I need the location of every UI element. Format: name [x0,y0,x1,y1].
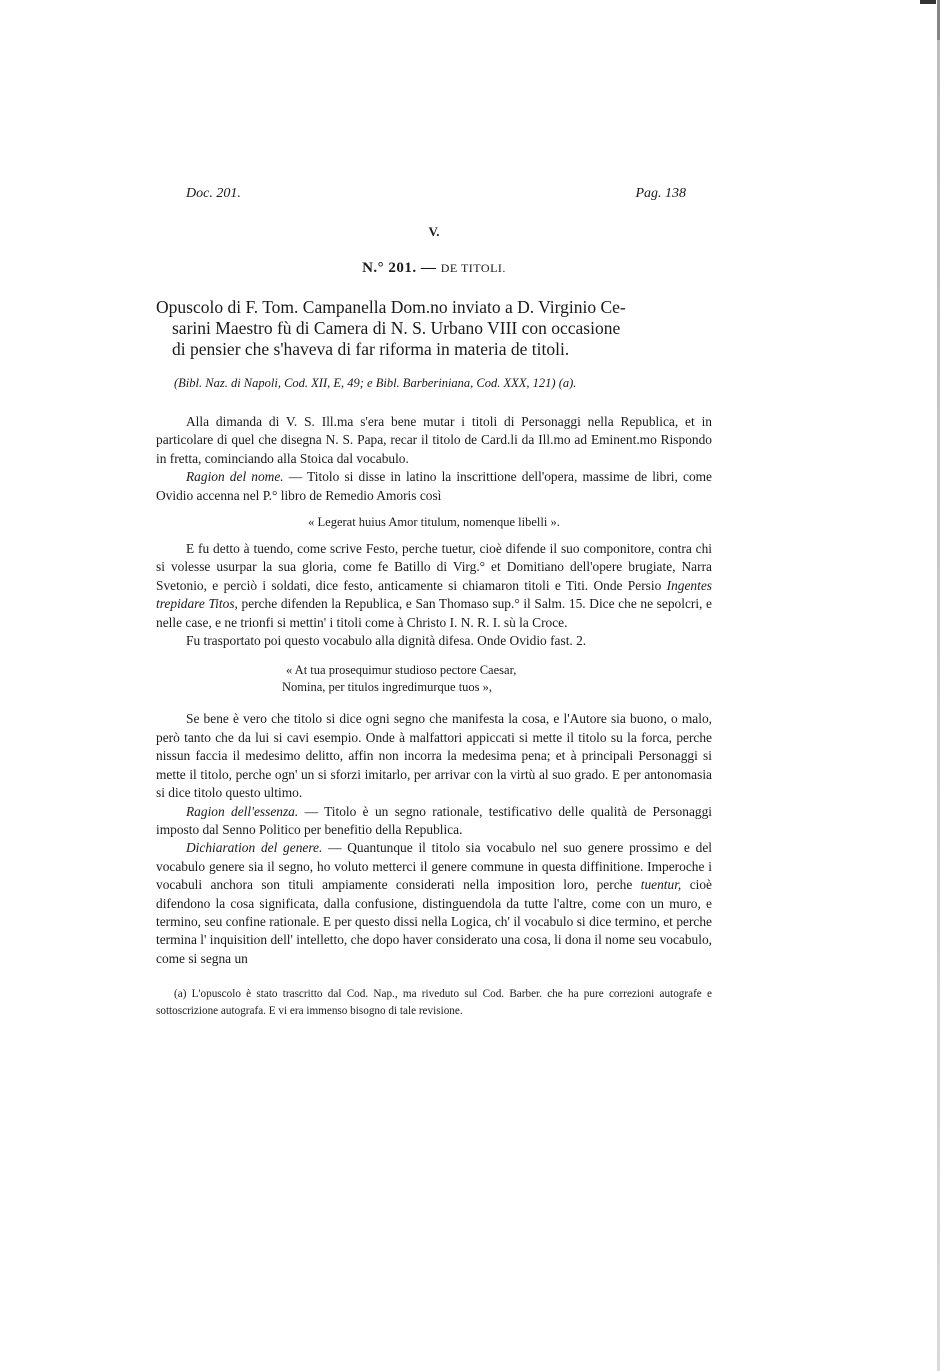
paragraph-3 [156,540,712,632]
quote-ovid-fasti [282,662,712,696]
paragraph-6-heading: Ragion dell'essenza. [186,803,299,819]
paragraph-2-heading: Ragion del nome. [186,469,284,485]
document-number [156,260,712,277]
document-subject: DE TITOLI. [440,261,506,275]
paragraph-6 [156,803,712,840]
paragraph-7-text-b: cioè difendono la cosa significata, dalla confusione, distinguendola da tutte l'altre, come con un muro, e termino, seu confine rationale. E per questo dissi nella Logica, ch' il vocabulo si dice termino, et perche termina l' inquisition dell' intelletto, che dopo haver considerato una cosa, li dona il nome seu vocabulo, come si segna un [156,877,712,966]
paragraph-2-text: — Titolo si disse in latino la inscrittione dell'opera, massime de libri, come Ovidio accenna nel P.° libro de Remedio Amoris così [156,469,712,503]
document-title [156,297,712,360]
paragraph-3-text-b: , perche difenden la Republica, e San Thomaso sup.° il Salm. 15. Dice che ne sepolcri, e nelle case, e ne trionfi si mettin' i titoli come à Christo I. N. R. I. sù la Croce. [156,596,712,630]
title-line-3: di pensier che s'haveva di far riforma in materia de titoli. [172,339,570,359]
page-number: Pag. 138 [635,186,686,201]
paragraph-4: Fu trasportato poi questo vocabulo alla dignità difesa. Onde Ovidio fast. 2. [186,633,587,649]
quote-line-1: « At tua prosequimur studioso pectore Caesar, [286,663,517,678]
doc-reference: Doc. 201. [186,186,241,201]
source-citation: (Bibl. Naz. di Napoli, Cod. XII, E, 49; e Bibl. Barberiniana, Cod. XXX, 121) (a). [174,376,577,390]
footnote: (a) L'opuscolo è stato trascritto dal Cod. Nap., ma riveduto sul Cod. Barber. che ha pure correzioni autografe e sottoscrizione autografa. E vi era immenso bisogno di tale revisione. [156,988,712,1018]
quote-ovid-remedio: « Legerat huius Amor titulum, nomenque libelli ». [308,515,560,530]
paragraph-7-italic: tuentur, [640,877,682,893]
paragraph-5: Se bene è vero che titolo si dice ogni segno che manifesta la cosa, e l'Autore sia buono, o malo, però tanto che da lui si cavi esempio. Onde à malfattori appiccati si mette il titolo su la forca, perche nissun faccia il medesimo delitto, affin non incorra la medesima pena; et à principali Personaggi si mette il titolo, perche ogn' un si sforzi imitarlo, per arrivar con la virtù al suo grado. E per antonomasia si dice titolo questo ultimo. [156,711,712,801]
paragraph-3-text-a: E fu detto à tuendo, come scrive Festo, perche tuetur, cioè difende il suo componitore, contra chi si volesse usurpar la sua gloria, come fe Batillo di Virg.° et Domitiano dell'opere brugiate, Narra Svetonio, e perciò i soldati, dice festo, anticamente si chiamaron titoli e Titi. Onde Persio [156,541,712,593]
quote-line-2: Nomina, per titulos ingredimurque tuos », [282,680,493,695]
scan-edge-tick [920,0,936,4]
paragraph-7 [156,839,712,968]
title-line-1: Opuscolo di F. Tom. Campanella Dom.no inviato a D. Virginio Ce- [156,297,626,317]
paragraph-7-text-a: — Quantunque il titolo sia vocabulo nel suo genere prossimo e del vocabulo genere sia il segno, ho voluto metterci il genere commune in questa diffinitione. Imperoche i vocabuli anchora son tituli ampiamente considerati nella imposition loro, perche [156,840,712,893]
scan-edge [937,0,940,1371]
document-number-value: N.° 201. — [362,260,437,276]
section-roman-numeral: V. [428,224,440,239]
paragraph-7-heading: Dichiaration del genere. [186,840,323,856]
paragraph-2 [156,468,712,505]
title-line-2: sarini Maestro fù di Camera di N. S. Urbano VIII con occasione [172,318,621,338]
paragraph-6-text: — Titolo è un segno rationale, testificativo delle qualità de Personaggi imposto dal Senno Politico per benefitio della Republica. [156,803,712,837]
running-header [186,186,686,202]
document-page [156,186,712,1020]
paragraph-1: Alla dimanda di V. S. Ill.ma s'era bene mutar i titoli di Personaggi nella Republica, et in particolare di quel che disegna N. S. Papa, recar il titolo de Card.li da Ill.mo ad Eminent.mo Rispondo in fretta, cominciando alla Stoica dal vocabulo. [156,414,712,466]
paragraph-3-italic: Ingentes trepidare Titos [156,577,712,612]
